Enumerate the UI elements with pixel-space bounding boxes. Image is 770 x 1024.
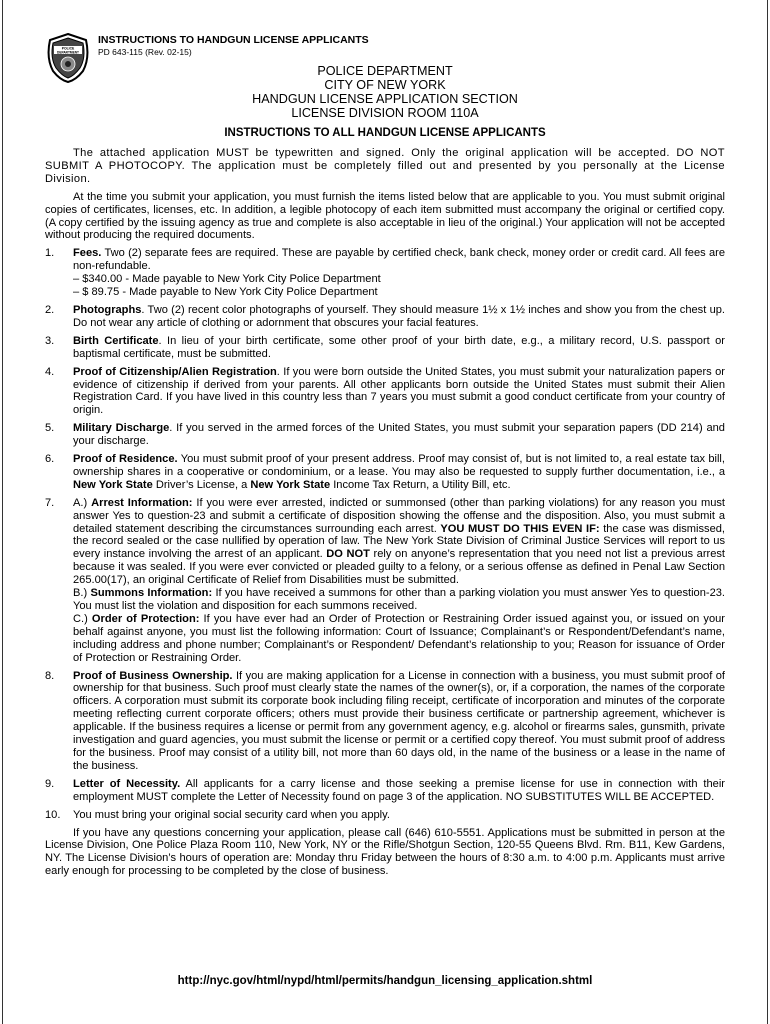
item-text: Income Tax Return, a Utility Bill, etc. (330, 478, 511, 491)
item-arrest-summons-orders (45, 497, 725, 665)
item-number: 9. (45, 777, 55, 790)
emphasis-must-do: YOU MUST DO THIS EVEN IF: (440, 522, 600, 535)
item-proof-of-residence (45, 453, 725, 492)
subitem-prefix: C.) (73, 612, 92, 625)
item-title: Proof of Citizenship/Alien Registration (73, 365, 277, 378)
form-title: INSTRUCTIONS TO HANDGUN LICENSE APPLICANTS (98, 34, 369, 46)
subitem-prefix: B.) (73, 587, 91, 600)
right-page-edge (767, 0, 768, 1024)
item-number: 10. (45, 808, 61, 821)
item-social-security-card (45, 809, 725, 822)
document-heading (0, 64, 770, 120)
item-title: Proof of Business Ownership. (73, 669, 233, 682)
item-text: If you are making application for a License in connection with a business, you must submit proof of ownership for that business. Such proof must clearly state the names of the owner(s), or, if a corporation, the names of the corporate officers. A corporation must submit its corporate book including filing receipt, certificate of incorporation and minutes of the corporate meeting reflecting current corporate officers; others must provide their business certificate or partnership agreement, whichever is applicable. If the business requires a license or permit from any government agency, e.g. alcohol or firearms sales, gunsmith, private investigation and guard agencies, you must submit the license or permit or a certified copy thereof. You must submit proof of address for the business. Proof may consist of a utility bill, not more than 60 days old, in the name of the business or a lease in the name of the business. (73, 669, 725, 772)
item-letter-of-necessity (45, 778, 725, 804)
item-text: the case was dismissed, the record sealed or the case nullified by operation of law. The New York State Division of Criminal Justice Services will report to us every instance involving the arrest of an applicant. (73, 522, 726, 561)
item-title: Photographs (73, 303, 142, 316)
item-title: Letter of Necessity. (73, 777, 181, 790)
item-military-discharge (45, 422, 725, 448)
svg-text:DEPARTMENT: DEPARTMENT (57, 50, 79, 55)
item-text: If you were ever arrested, indicted or summonsed (other than parking violations) for any reason you must answer Yes to question-23 and submit a certificate of disposition showing the offense and the disposition. Also, you must submit a detailed statement describing the circumstances surrounding each arrest. (73, 496, 725, 535)
item-title: Proof of Residence. (73, 453, 178, 466)
fee-line-2: – $ 89.75 - Made payable to New York City Police Department (73, 286, 378, 299)
item-text: rely on anyone’s representation that you need not list a previous arrest because it was sealed. If you were ever convicted or pleaded guilty to a felony, or a serious offense as defined in Penal Law Section 265.00(17), an original Certificate of Relief from Disabilities must be submitted. (73, 548, 726, 587)
emphasis-new-york-state: New York State (73, 478, 153, 491)
instructions-body (45, 147, 725, 883)
item-title: Military Discharge (73, 422, 170, 435)
subitem-prefix: A.) (73, 496, 92, 509)
item-fees (45, 247, 725, 299)
item-text: If you have received a summons for other than a parking violation you must answer Yes to question-23. You must list the violation and disposition for each summons received. (73, 587, 726, 612)
item-title: Birth Certificate (73, 334, 159, 347)
item-number: 7. (45, 496, 55, 509)
item-text: . If you served in the armed forces of the United States, you must submit your separation papers (DD 214) and your discharge. (73, 422, 725, 448)
summons-information (73, 587, 725, 613)
item-number: 3. (45, 334, 55, 347)
item-number: 5. (45, 422, 55, 435)
emphasis-do-not: DO NOT (326, 548, 370, 561)
item-text: . If you were born outside the United States, you must submit your naturalization papers or evidence of citizenship if derived from your parents. All other applicants born outside the United States must submit their Alien Registration Card. If you have lived in this country less than 7 years you must submit a good conduct certificate from your country of origin. (73, 365, 725, 417)
footer-url-link[interactable]: http://nyc.gov/html/nypd/html/permits/handgun_licensing_application.shtml (177, 975, 593, 987)
item-citizenship (45, 366, 725, 418)
item-number: 4. (45, 365, 55, 378)
item-text: You must bring your original social security card when you apply. (73, 808, 390, 821)
item-text: You must submit proof of your present address. Proof may consist of, but is not limited to, a real estate tax bill, ownership shares in a cooperative or condominium, or a lease. You may also be requested to supply further documentation, i.e., a (73, 453, 725, 478)
item-text: If you have ever had an Order of Protection or Restraining Order issued against you, or issued on your behalf against anyone, you must list the following information: Court of Issuance; Complainant’s or Respondent/Defendant’s name, including address and phone number; Complainant’s or Respondent/ Defendant’s relationship to you; Reason for issuance of Order of Protection or Restraining Order. (73, 612, 725, 664)
item-title: Summons Information: (90, 587, 213, 600)
closing-paragraph: If you have any questions concerning your application, please call (646) 610-5551. Applications must be submitted in person at the License Division, One Police Plaza Room 110, New York, NY or the Rifle/Shotgun Section, 120-55 Queens Blvd. Rm. B11, Kew Gardens, NY. The License Division’s hours of operation are: Monday thru Friday between the hours of 8:30 a.m. to 4:00 p.m. Applicants must arrive early enough for processing to be completed by the close of business. (45, 826, 725, 878)
item-birth-certificate (45, 335, 725, 361)
emphasis-new-york-state: New York State (250, 478, 331, 491)
form-code: PD 643-115 (Rev. 02-15) (98, 47, 192, 57)
item-photographs (45, 304, 725, 330)
item-text: Driver’s License, a (152, 478, 251, 491)
heading-line-department: POLICE DEPARTMENT (317, 64, 453, 78)
left-page-edge (2, 0, 3, 1024)
item-number: 6. (45, 453, 55, 466)
heading-line-section: HANDGUN LICENSE APPLICATION SECTION (252, 92, 518, 106)
item-title: Arrest Information: (91, 496, 193, 509)
item-title: Order of Protection: (91, 612, 200, 625)
item-text: All applicants for a carry license and those seeking a premise license for use in connection with their employment MUST complete the Letter of Necessity found on page 3 of the application. NO SUBSTITUTES WILL BE ACCEPTED. (73, 777, 725, 803)
item-title: Fees. (73, 247, 102, 260)
intro-paragraph-2: At the time you submit your application, you must furnish the items listed below that are applicable to you. You must submit original copies of certificates, licenses, etc. In addition, a legible photocopy of each item submitted must accompany the original or certified copy. (A copy certified by the issuing agency as true and complete is also acceptable in lieu of the original.) Your application will not be accepted without producing the required documents. (45, 190, 725, 242)
fee-line-1: – $340.00 - Made payable to New York City Police Department (73, 273, 381, 286)
item-text: . In lieu of your birth certificate, some other proof of your birth date, e.g., a military record, U.S. passport or baptismal certificate, must be submitted. (73, 334, 725, 360)
heading-line-room: LICENSE DIVISION ROOM 110A (291, 106, 479, 120)
intro-paragraph-1: The attached application MUST be typewritten and signed. Only the original application will be accepted. DO NOT SUBMIT A PHOTOCOPY. The application must be completely filled out and presented by you personally at the License Division. (45, 147, 725, 185)
svg-text:POLICE: POLICE (61, 46, 75, 51)
arrest-information (73, 497, 725, 587)
heading-line-city: CITY OF NEW YORK (324, 78, 446, 92)
item-text: . Two (2) recent color photographs of yourself. They should measure 1½ x 1½ inches and show you from the chest up. Do not wear any article of clothing or adornment that obscures your facial features. (73, 303, 725, 329)
item-text: Two (2) separate fees are required. These are payable by certified check, bank check, money order or credit card. All fees are non-refundable. (73, 247, 725, 273)
item-number: 1. (45, 247, 55, 260)
item-business-ownership (45, 670, 725, 773)
item-number: 2. (45, 303, 55, 316)
instructions-heading: INSTRUCTIONS TO ALL HANDGUN LICENSE APPLICANTS (224, 127, 546, 139)
item-number: 8. (45, 669, 55, 682)
order-of-protection (73, 613, 725, 665)
